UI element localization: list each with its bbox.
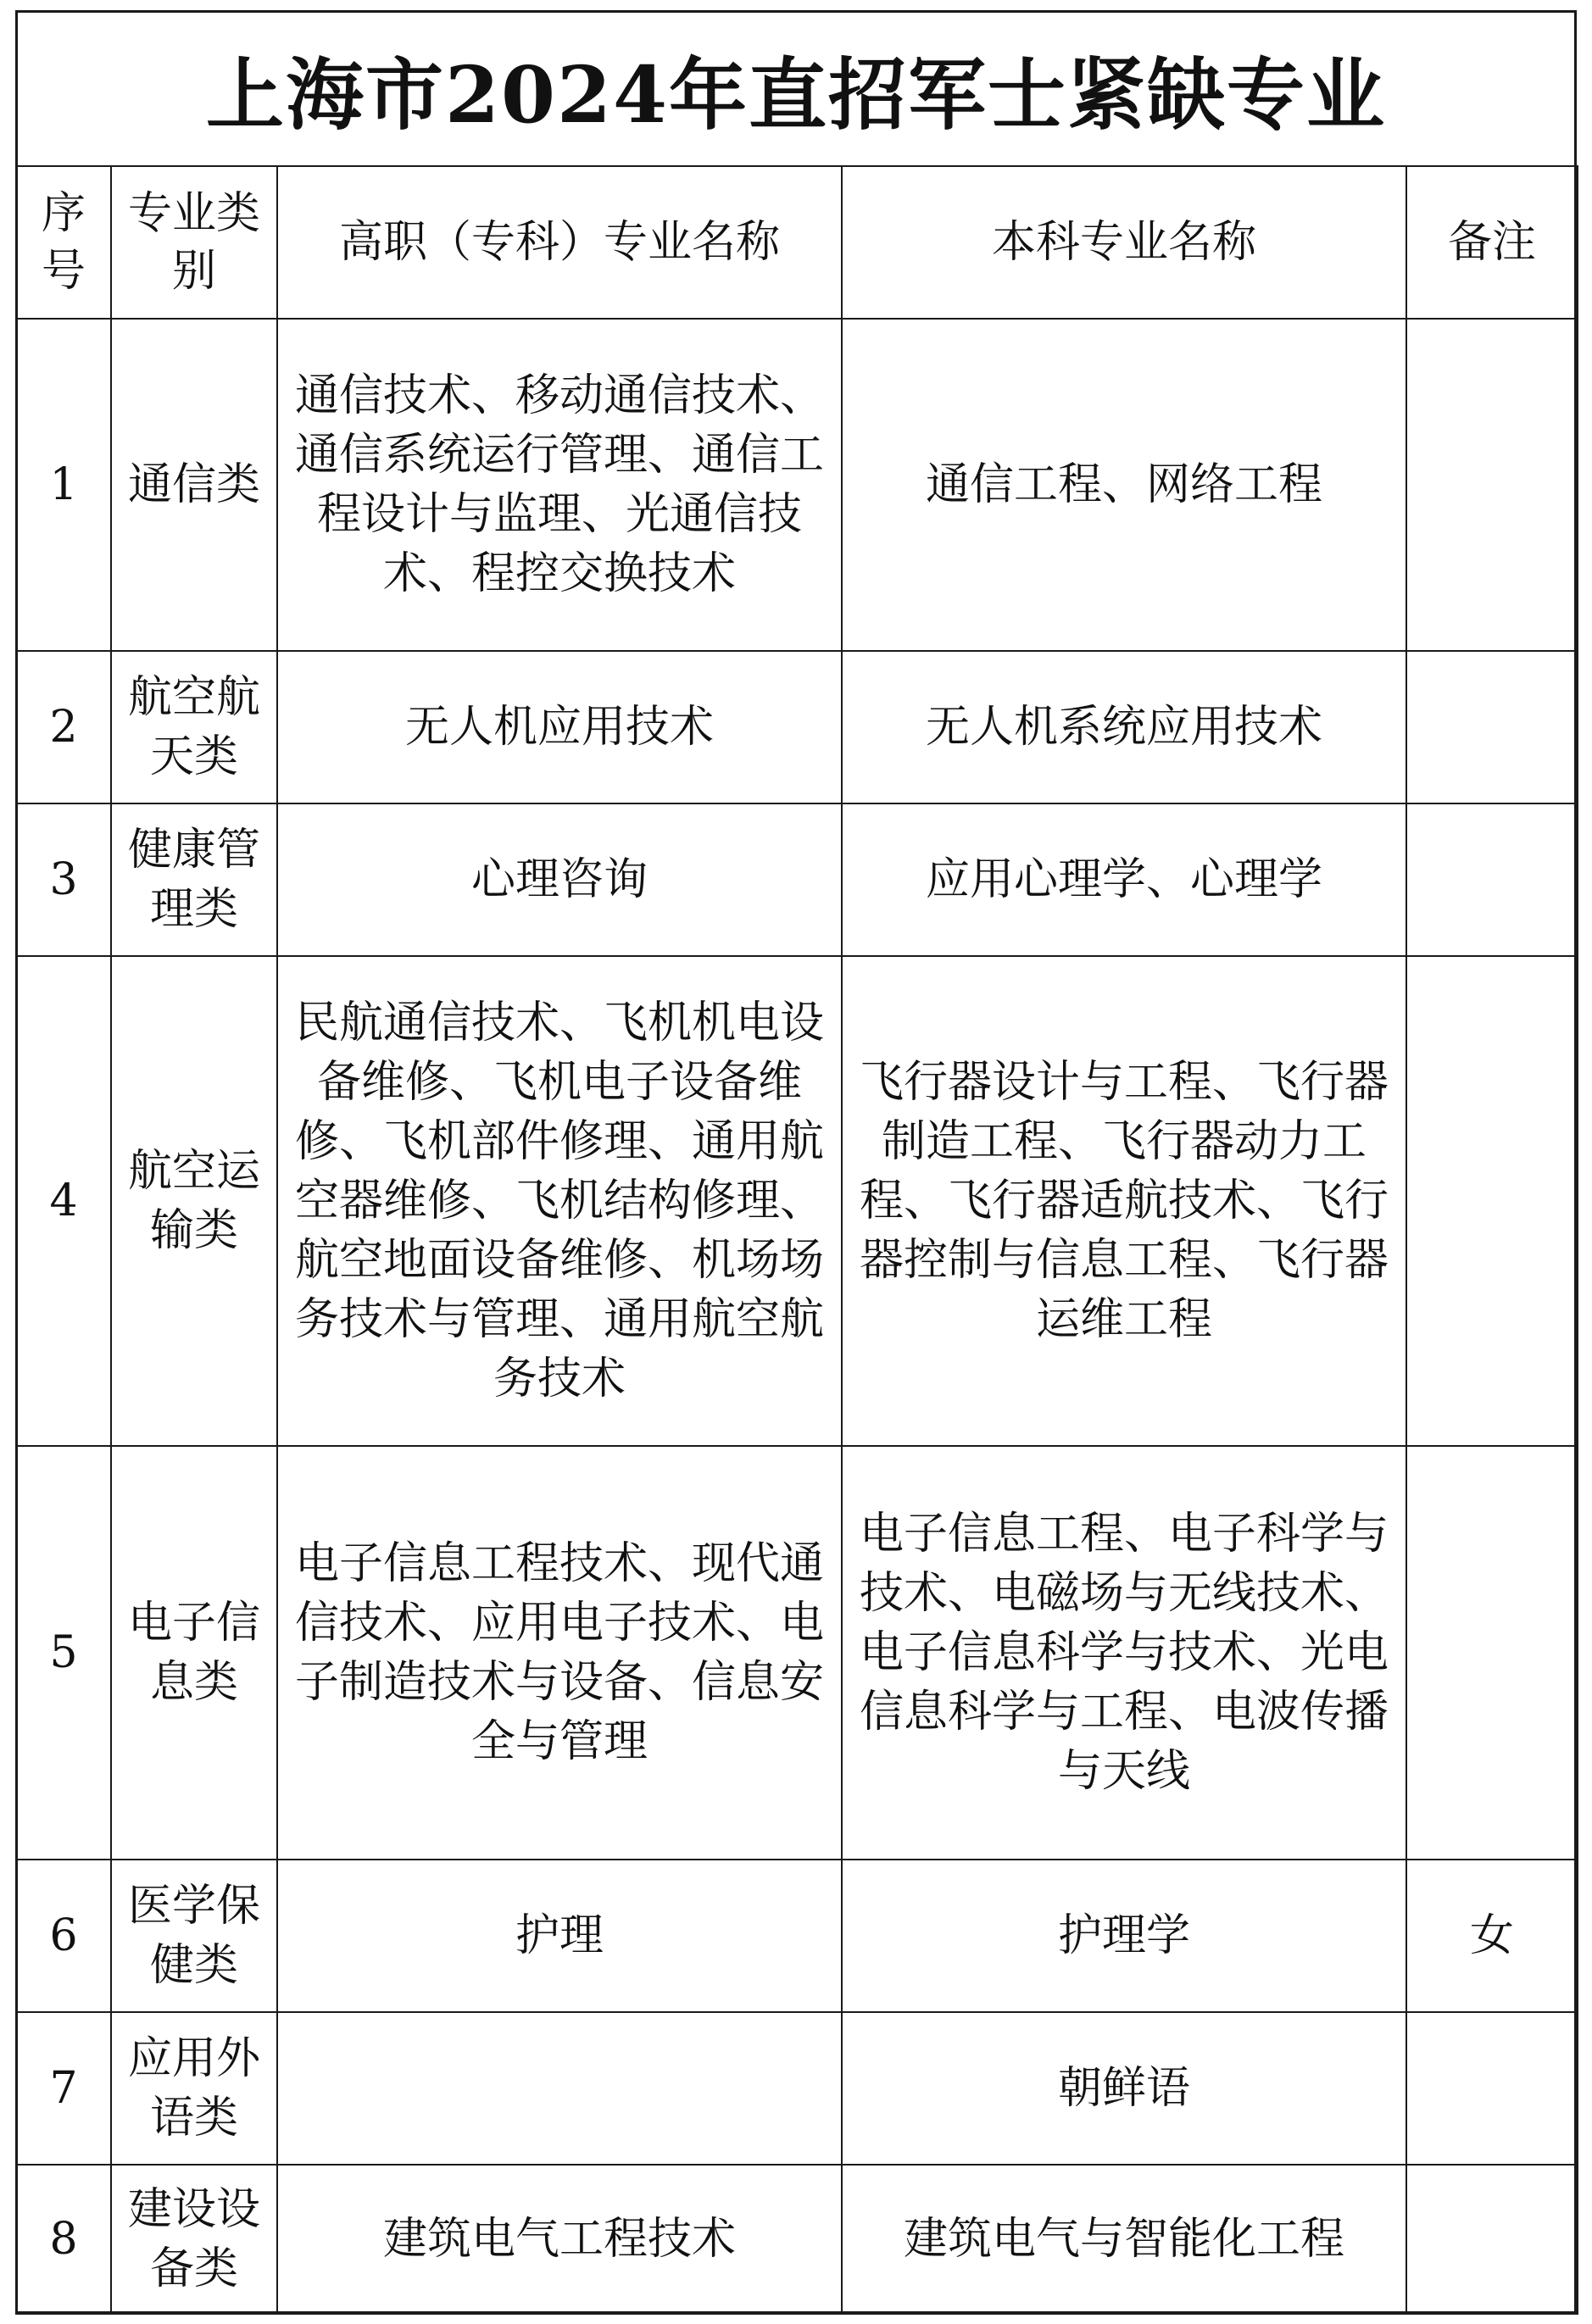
table-row bbox=[16, 2012, 1578, 2165]
row-index: 7 bbox=[16, 2012, 111, 2165]
table-row bbox=[16, 1446, 1578, 1860]
row-index: 1 bbox=[16, 319, 111, 651]
row-vocational: 民航通信技术、飞机机电设备维修、飞机电子设备维修、飞机部件修理、通用航空器维修、飞机结构修理、航空地面设备维修、机场场务技术与管理、通用航空航务技术 bbox=[277, 956, 842, 1446]
row-undergraduate: 无人机系统应用技术 bbox=[842, 651, 1406, 803]
row-index: 5 bbox=[16, 1446, 111, 1860]
row-category: 健康管理类 bbox=[111, 803, 277, 956]
row-category: 医学保健类 bbox=[111, 1860, 277, 2012]
row-category: 电子信息类 bbox=[111, 1446, 277, 1860]
row-remarks: 女 bbox=[1406, 1860, 1578, 2012]
row-undergraduate: 飞行器设计与工程、飞行器制造工程、飞行器动力工程、飞行器适航技术、飞行器控制与信息工程、飞行器运维工程 bbox=[842, 956, 1406, 1446]
header-remarks: 备注 bbox=[1406, 166, 1578, 319]
row-remarks bbox=[1406, 956, 1578, 1446]
document-title: 上海市2024年直招军士紧缺专业 bbox=[205, 49, 1387, 141]
row-index: 3 bbox=[16, 803, 111, 956]
table-row bbox=[16, 1860, 1578, 2012]
row-category: 通信类 bbox=[111, 319, 277, 651]
header-undergraduate: 本科专业名称 bbox=[842, 166, 1406, 319]
row-undergraduate: 通信工程、网络工程 bbox=[842, 319, 1406, 651]
majors-table bbox=[15, 165, 1578, 2315]
row-category: 应用外语类 bbox=[111, 2012, 277, 2165]
row-undergraduate: 护理学 bbox=[842, 1860, 1406, 2012]
row-index: 4 bbox=[16, 956, 111, 1446]
table-row bbox=[16, 803, 1578, 956]
row-vocational: 电子信息工程技术、现代通信技术、应用电子技术、电子制造技术与设备、信息安全与管理 bbox=[277, 1446, 842, 1860]
row-category: 航空运输类 bbox=[111, 956, 277, 1446]
header-index: 序 号 bbox=[16, 166, 111, 319]
table-row bbox=[16, 319, 1578, 651]
table-row bbox=[16, 651, 1578, 803]
row-undergraduate: 建筑电气与智能化工程 bbox=[842, 2165, 1406, 2314]
row-category: 航空航天类 bbox=[111, 651, 277, 803]
row-index: 8 bbox=[16, 2165, 111, 2314]
header-category: 专业类 别 bbox=[111, 166, 277, 319]
row-remarks bbox=[1406, 1446, 1578, 1860]
table-row bbox=[16, 2165, 1578, 2314]
row-undergraduate: 应用心理学、心理学 bbox=[842, 803, 1406, 956]
table-header-row bbox=[16, 166, 1578, 319]
row-undergraduate: 朝鲜语 bbox=[842, 2012, 1406, 2165]
row-remarks bbox=[1406, 2012, 1578, 2165]
row-vocational: 护理 bbox=[277, 1860, 842, 2012]
row-index: 2 bbox=[16, 651, 111, 803]
document-sheet bbox=[15, 10, 1577, 2314]
row-category: 建设设备类 bbox=[111, 2165, 277, 2314]
row-remarks bbox=[1406, 651, 1578, 803]
row-vocational: 通信技术、移动通信技术、通信系统运行管理、通信工程设计与监理、光通信技术、程控交换技术 bbox=[277, 319, 842, 651]
row-remarks bbox=[1406, 803, 1578, 956]
row-remarks bbox=[1406, 2165, 1578, 2314]
table-row bbox=[16, 956, 1578, 1446]
row-index: 6 bbox=[16, 1860, 111, 2012]
row-vocational: 心理咨询 bbox=[277, 803, 842, 956]
row-vocational: 无人机应用技术 bbox=[277, 651, 842, 803]
row-remarks bbox=[1406, 319, 1578, 651]
header-vocational: 高职（专科）专业名称 bbox=[277, 166, 842, 319]
row-vocational: 建筑电气工程技术 bbox=[277, 2165, 842, 2314]
row-vocational bbox=[277, 2012, 842, 2165]
row-undergraduate: 电子信息工程、电子科学与技术、电磁场与无线技术、电子信息科学与技术、光电信息科学与工程、电波传播与天线 bbox=[842, 1446, 1406, 1860]
